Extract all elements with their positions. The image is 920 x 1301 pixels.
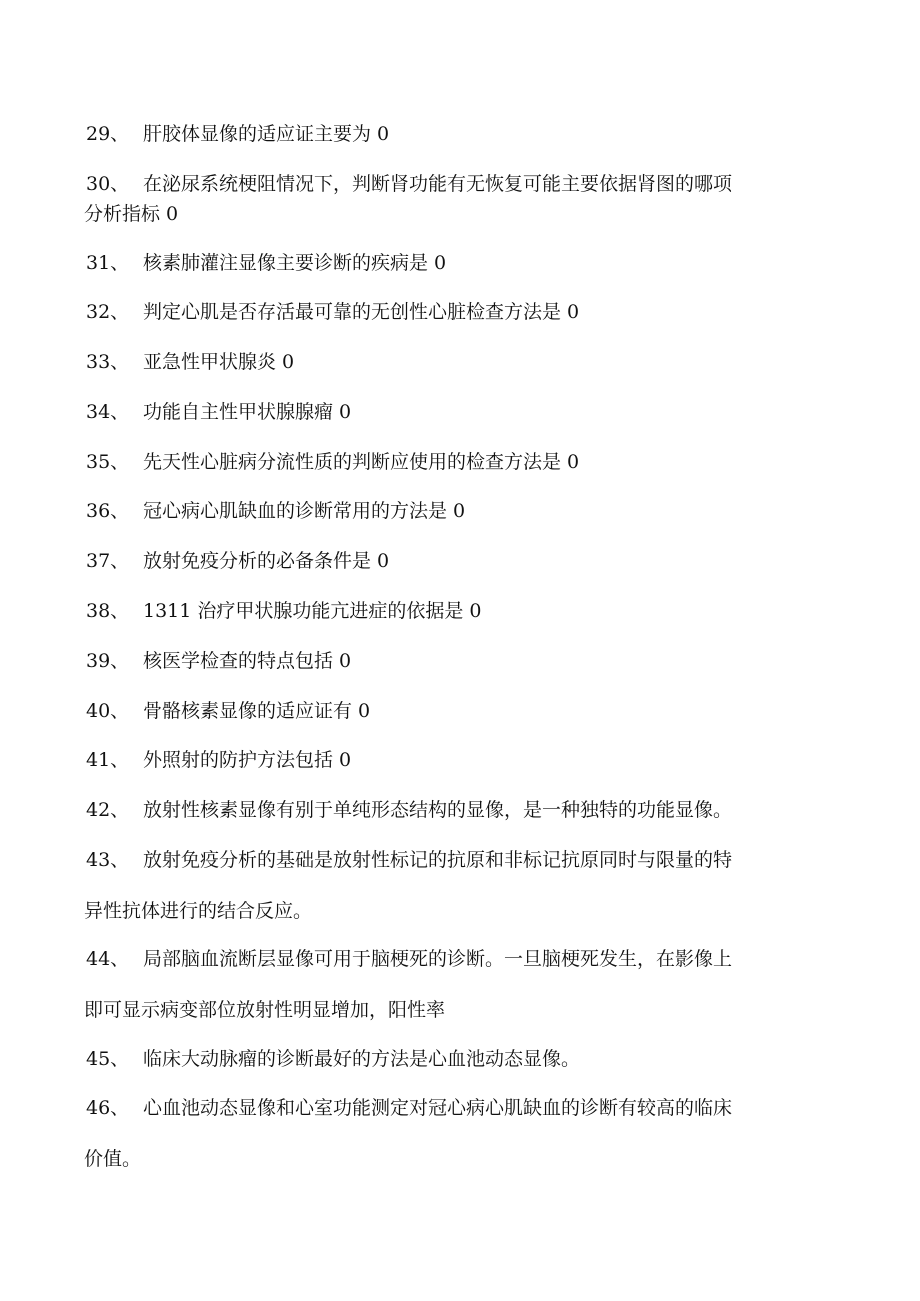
question-text: 核素肺灌注显像主要诊断的疾病是 0 [143, 252, 447, 274]
question-text-continued: 异性抗体进行的结合反应。 [84, 900, 313, 922]
question-number: 41、 [86, 749, 130, 771]
question-32 [86, 302, 826, 323]
question-34 [86, 402, 826, 423]
question-31 [86, 253, 826, 274]
question-text: 骨骼核素显像的适应证有 0 [143, 700, 371, 722]
question-number: 33、 [86, 351, 130, 373]
question-number: 37、 [86, 550, 130, 572]
question-36 [86, 501, 826, 522]
question-number: 36、 [86, 500, 130, 522]
question-number: 30、 [86, 173, 130, 195]
question-text: 放射性核素显像有别于单纯形态结构的显像，是一种独特的功能显像。 [143, 799, 733, 821]
question-text: 在泌尿系统梗阻情况下，判断肾功能有无恢复可能主要依据肾图的哪项 [143, 173, 733, 195]
question-number: 31、 [86, 252, 130, 274]
question-text-continued: 即可显示病变部位放射性明显增加，阳性率 [84, 999, 446, 1021]
question-number: 34、 [86, 401, 130, 423]
question-33 [86, 352, 826, 373]
question-text: 肝胶体显像的适应证主要为 0 [143, 123, 390, 145]
question-number: 38、 [86, 600, 130, 622]
question-number: 29、 [86, 123, 130, 145]
question-number: 40、 [86, 700, 130, 722]
question-29 [86, 124, 826, 145]
question-text: 亚急性甲状腺炎 0 [143, 351, 295, 373]
question-text: 外照射的防护方法包括 0 [143, 749, 352, 771]
question-text: 冠心病心肌缺血的诊断常用的方法是 0 [143, 500, 466, 522]
question-number: 35、 [86, 451, 130, 473]
question-text: 放射免疫分析的必备条件是 0 [143, 550, 390, 572]
question-text: 先天性心脏病分流性质的判断应使用的检查方法是 0 [143, 451, 580, 473]
question-text: 局部脑血流断层显像可用于脑梗死的诊断。一旦脑梗死发生，在影像上 [143, 948, 733, 970]
question-text-continued: 分析指标 0 [84, 203, 179, 225]
question-35 [86, 452, 826, 473]
question-44 [86, 949, 826, 1021]
question-text: 核医学检查的特点包括 0 [143, 650, 352, 672]
question-number: 32、 [86, 301, 130, 323]
question-46 [86, 1098, 826, 1170]
question-41 [86, 750, 826, 771]
question-37 [86, 551, 826, 572]
question-39 [86, 651, 826, 672]
question-text-continued: 价值。 [84, 1148, 142, 1170]
question-40 [86, 701, 826, 722]
question-number: 46、 [86, 1097, 130, 1119]
question-text: 1311 治疗甲状腺功能亢进症的依据是 0 [143, 600, 482, 622]
question-text: 功能自主性甲状腺腺瘤 0 [143, 401, 352, 423]
question-number: 44、 [86, 948, 130, 970]
question-43 [86, 850, 826, 922]
question-number: 43、 [86, 849, 130, 871]
question-text: 临床大动脉瘤的诊断最好的方法是心血池动态显像。 [143, 1048, 581, 1070]
question-number: 42、 [86, 799, 130, 821]
question-number: 39、 [86, 650, 130, 672]
question-number: 45、 [86, 1048, 130, 1070]
question-text: 判定心肌是否存活最可靠的无创性心脏检查方法是 0 [143, 301, 580, 323]
question-text: 放射免疫分析的基础是放射性标记的抗原和非标记抗原同时与限量的特 [143, 849, 733, 871]
question-45 [86, 1049, 826, 1070]
question-30 [86, 174, 826, 225]
question-42 [86, 800, 826, 821]
question-38 [86, 601, 826, 622]
question-text: 心血池动态显像和心室功能测定对冠心病心肌缺血的诊断有较高的临床 [143, 1097, 733, 1119]
